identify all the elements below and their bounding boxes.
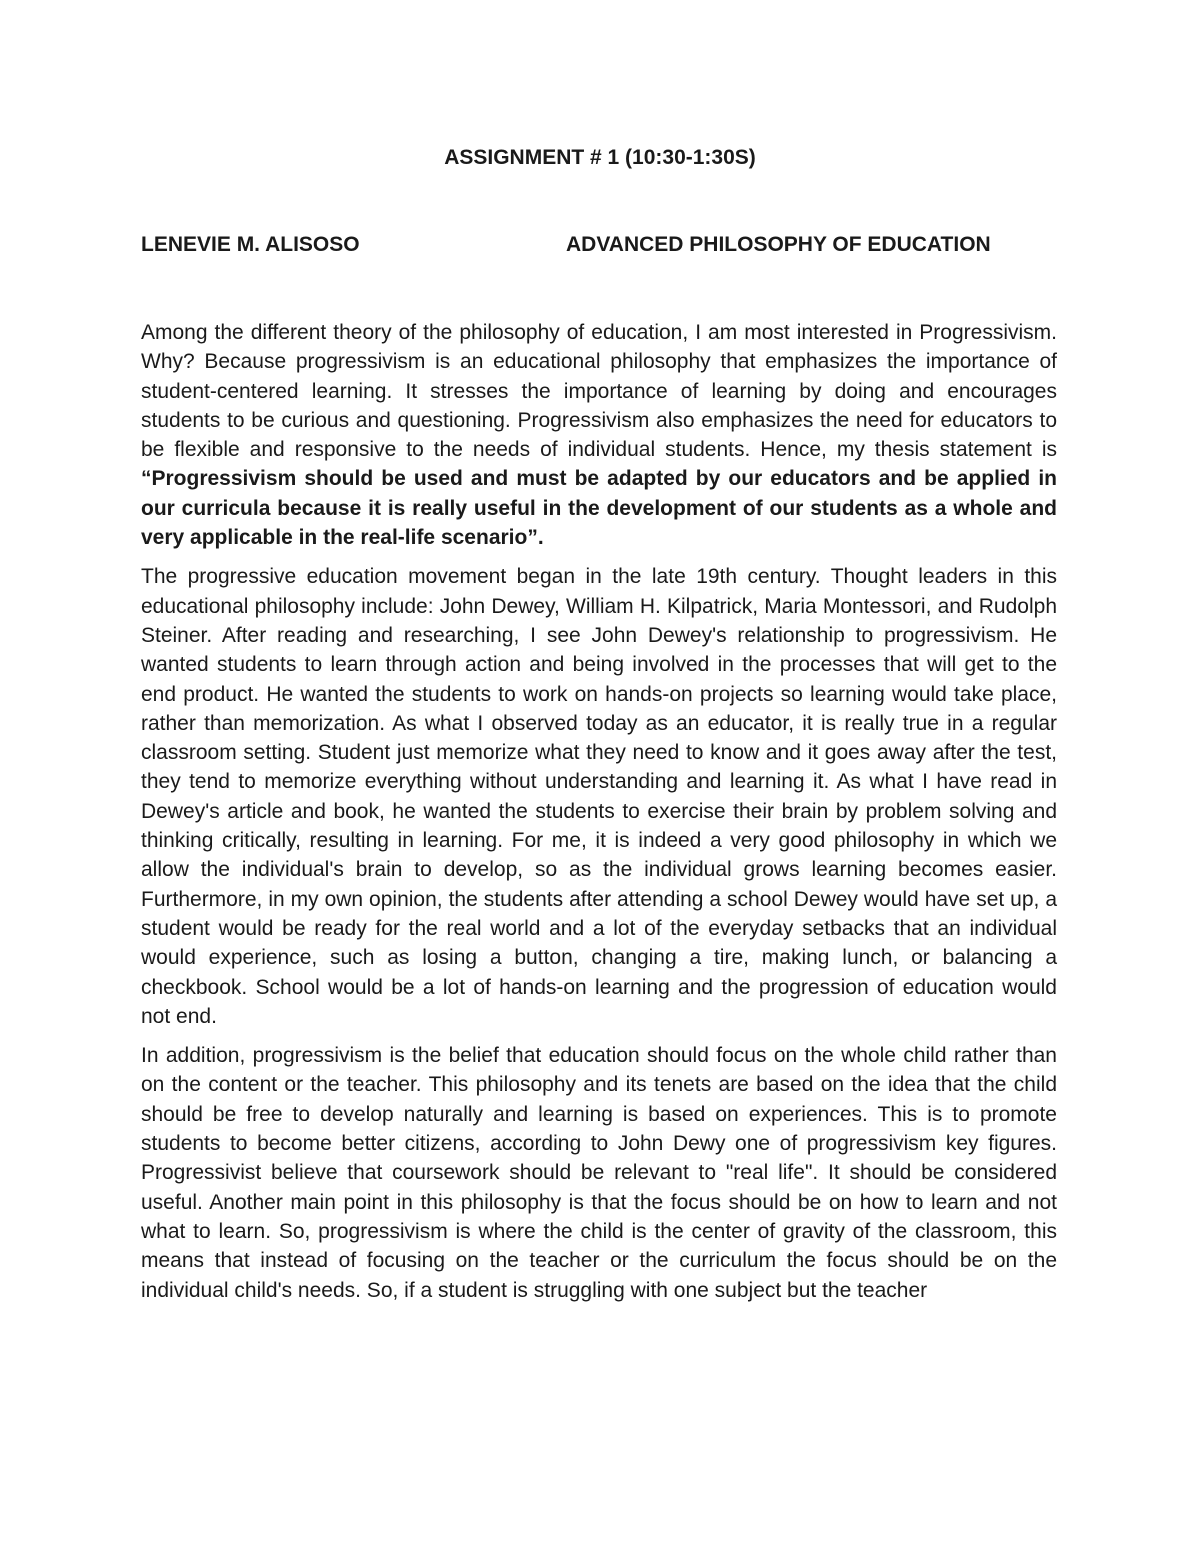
paragraph-3: In addition, progressivism is the belief that education should focus on the whole child rather than on the content or the teacher. This philosophy and its tenets are based on the idea that the child should be free to develop naturally and learning is based on experiences. This is to promote students to become better citizens, according to John Dewy one of progressivism key figures. Progressivist believe that coursework should be relevant to "real life". It should be considered useful. Another main point in this philosophy is that the focus should be on how to learn and not what to learn. So, progressivism is where the child is the center of gravity of the classroom, this means that instead of focusing on the teacher or the curriculum the focus should be on the individual child's needs. So, if a student is struggling with one subject but the teacher [141, 1044, 1057, 1302]
course-name: ADVANCED PHILOSOPHY OF EDUCATION [566, 233, 991, 256]
assignment-title: ASSIGNMENT # 1 (10:30-1:30S) [444, 146, 756, 169]
thesis-statement: “Progressivism should be used and must be adapted by our educators and be applied in our curricula because it is really useful in the development of our students as a whole and very applicable in the real-life scenario”. [141, 467, 1057, 550]
paragraph-1 [141, 318, 1057, 552]
document-body [141, 318, 1057, 1315]
author-name: LENEVIE M. ALISOSO [141, 233, 360, 256]
paragraph-2: The progressive education movement began in the late 19th century. Thought leaders in this educational philosophy include: John Dewey, William H. Kilpatrick, Maria Montessori, and Rudolph Steiner. After reading and researching, I see John Dewey's relationship to progressivism. He wanted students to learn through action and being involved in the processes that will get to the end product. He wanted the students to work on hands-on projects so learning would take place, rather than memorization. As what I observed today as an educator, it is really true in a regular classroom setting. Student just memorize what they need to know and it goes away after the test, they tend to memorize everything without understanding and learning it. As what I have read in Dewey's article and book, he wanted the students to exercise their brain by problem solving and thinking critically, resulting in learning. For me, it is indeed a very good philosophy in which we allow the individual's brain to develop, so as the individual grows learning becomes easier. Furthermore, in my own opinion, the students after attending a school Dewey would have set up, a student would be ready for the real world and a lot of the everyday setbacks that an individual would experience, such as losing a button, changing a tire, making lunch, or balancing a checkbook. School would be a lot of hands-on learning and the progression of education would not end. [141, 565, 1057, 1028]
paragraph-1-text: Among the different theory of the philosophy of education, I am most interested in Progressivism. Why? Because progressivism is an educational philosophy that emphasizes the importance of student-centered learning. It stresses the importance of learning by doing and encourages students to be curious and questioning. Progressivism also emphasizes the need for educators to be flexible and responsive to the needs of individual students. Hence, my thesis statement is [141, 321, 1057, 462]
